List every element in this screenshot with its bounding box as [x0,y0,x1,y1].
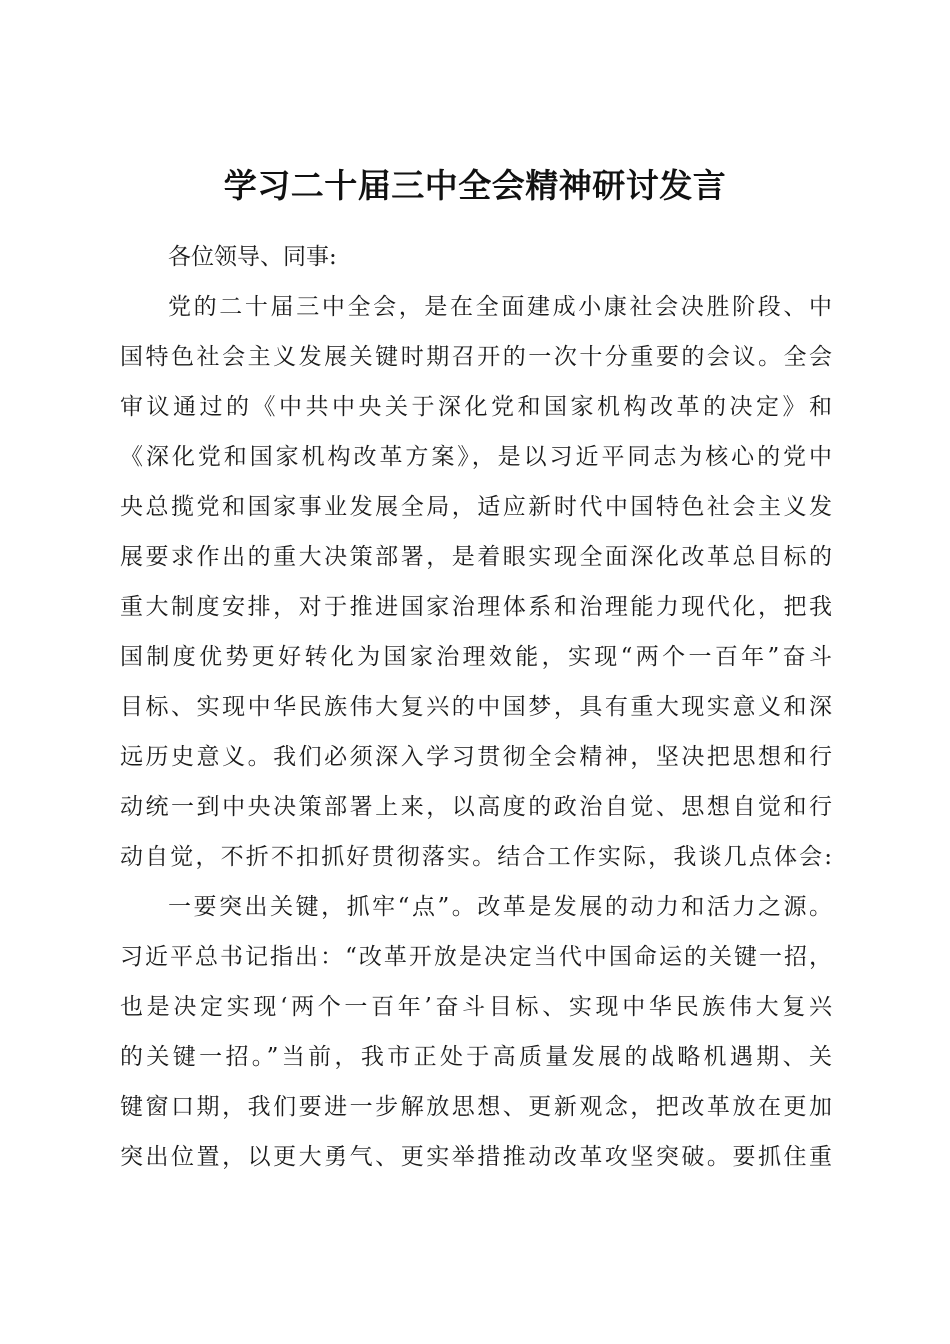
body-line: 重大制度安排，对于推进国家治理体系和治理能力现代化，把我 [120,594,832,620]
body-line: 国制度优势更好转化为国家治理效能，实现“两个一百年”奋斗 [120,644,832,670]
body-line: 也是决定实现‘两个一百年’奋斗目标、实现中华民族伟大复兴 [120,994,832,1020]
body-line: 各位领导、同事: [168,244,337,270]
body-line: 《深化党和国家机构改革方案》，是以习近平同志为核心的党中 [120,444,832,470]
document-title: 学习二十届三中全会精神研讨发言 [223,166,727,205]
body-line: 的关键一招。”当前，我市正处于高质量发展的战略机遇期、关 [120,1044,832,1070]
body-line: 目标、实现中华民族伟大复兴的中国梦，具有重大现实意义和深 [120,694,832,720]
body-line: 审议通过的《中共中央关于深化党和国家机构改革的决定》和 [120,394,832,420]
body-line: 动统一到中央决策部署上来，以高度的政治自觉、思想自觉和行 [120,794,832,820]
body-line: 国特色社会主义发展关键时期召开的一次十分重要的会议。全会 [120,344,832,370]
body-line: 习近平总书记指出：“改革开放是决定当代中国命运的关键一招， [120,944,832,970]
body-line: 央总揽党和国家事业发展全局，适应新时代中国特色社会主义发 [120,494,832,520]
body-line: 远历史意义。我们必须深入学习贯彻全会精神，坚决把思想和行 [120,744,832,770]
body-line: 动自觉，不折不扣抓好贯彻落实。结合工作实际，我谈几点体会: [120,844,832,870]
body-line: 展要求作出的重大决策部署，是着眼实现全面深化改革总目标的 [120,544,832,570]
body-line: 一要突出关键，抓牢“点”。改革是发展的动力和活力之源。 [168,894,832,920]
body-line: 党的二十届三中全会，是在全面建成小康社会决胜阶段、中 [168,294,832,320]
body-line: 突出位置，以更大勇气、更实举措推动改革攻坚突破。要抓住重 [120,1144,832,1170]
body-line: 键窗口期，我们要进一步解放思想、更新观念，把改革放在更加 [120,1094,832,1120]
